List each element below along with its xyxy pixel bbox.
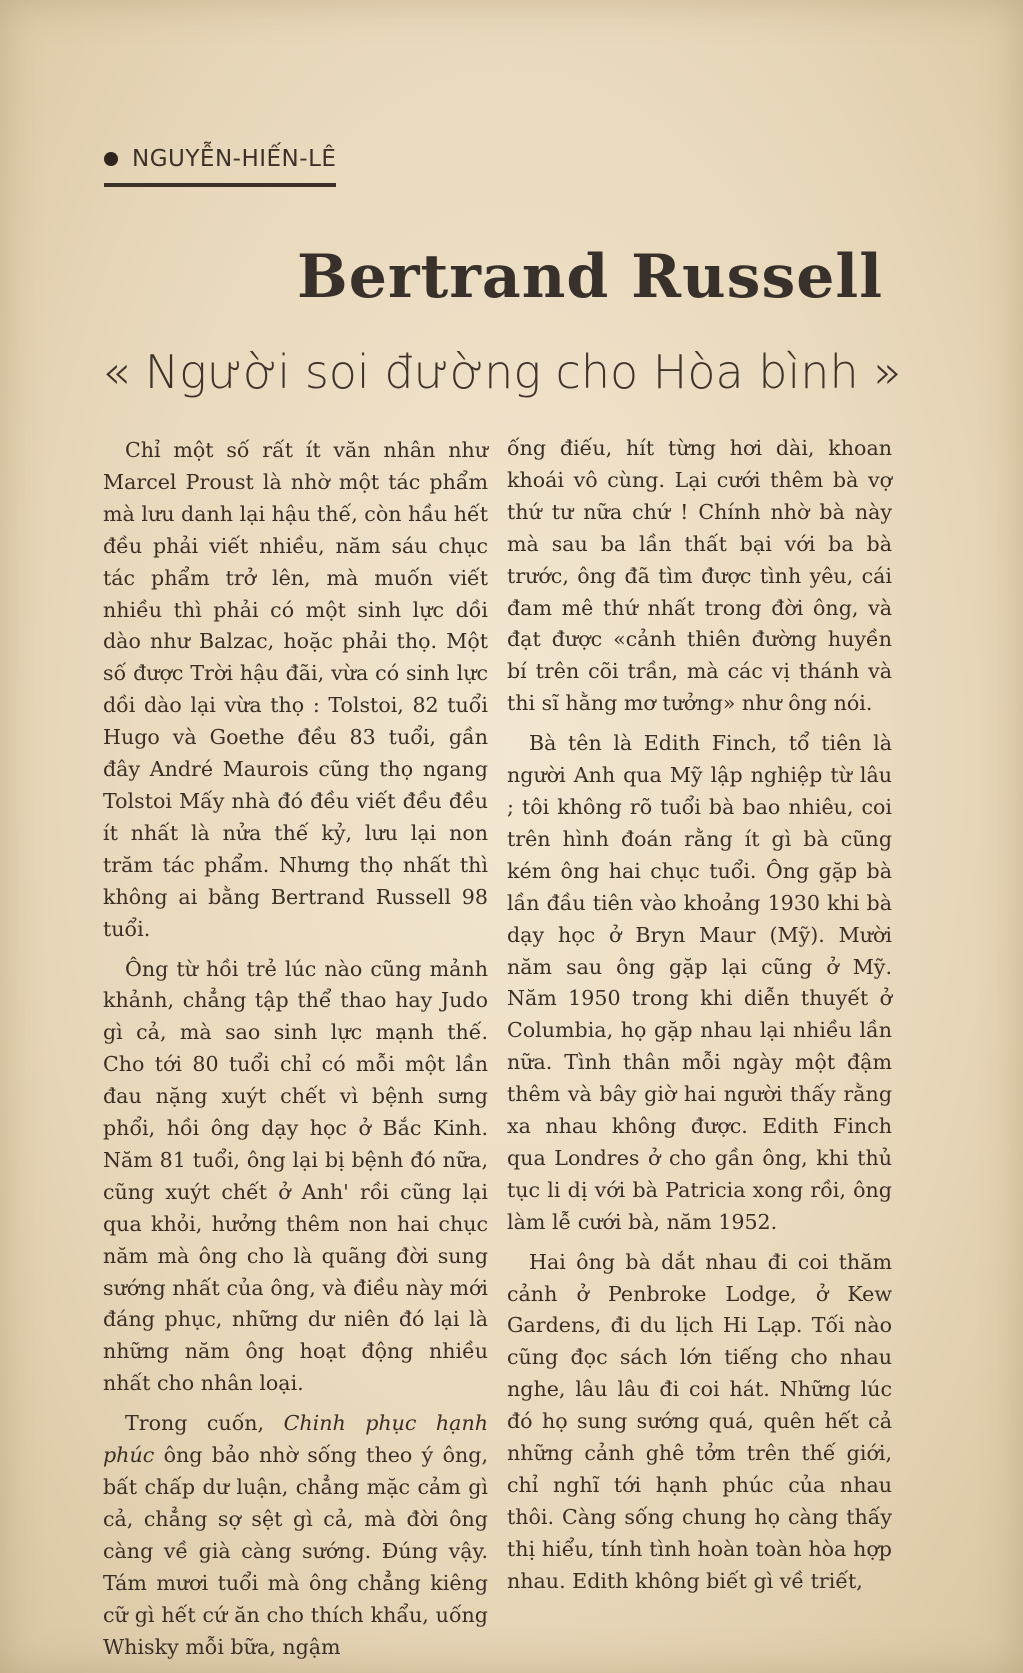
book-title: Chinh phục hạnh phúc (103, 1411, 488, 1468)
paragraph: Bà tên là Edith Finch, tổ tiên là người Anh qua Mỹ lập nghiệp từ lâu ; tôi không rõ tuổi bà bao nhiêu, coi trên hình đoán rằng ít gì bà cũng kém ông hai chục tuổi. Ông gặp bà lần đầu tiên vào khoảng 1930 khi bà dạy học ở Bryn Maur (Mỹ). Mười năm sau ông gặp lại cũng ở Mỹ. Năm 1950 trong khi diễn thuyết ở Columbia, họ gặp nhau lại nhiều lần nữa. Tình thân mỗi ngày một đậm thêm và bây giờ hai người thấy rằng xa nhau không được. Edith Finch qua Londres ở cho gần ông, khi thủ tục li dị với bà Patricia xong rồi, ông làm lễ cưới bà, năm 1952. (507, 731, 892, 1234)
article-subtitle: « Người soi đường cho Hòa bình » (102, 345, 902, 399)
right-column (507, 433, 892, 1606)
paragraph: Ông từ hồi trẻ lúc nào cũng mảnh khảnh, chẳng tập thể thao hay Judo gì cả, mà sao sinh lực mạnh thế. Cho tới 80 tuổi chỉ có mỗi một lần đau nặng xuýt chết vì bệnh sưng phổi, hồi ông dạy học ở Bắc Kinh. Năm 81 tuổi, ông lại bị bệnh đó nữa, cũng xuýt chết ở Anh' rồi cũng lại qua khỏi, hưởng thêm non hai chục năm mà ông cho là quãng đời sung sướng nhất của ông, và điều này mới đáng phục, những dư niên đó lại là những năm ông hoạt động nhiều nhất cho nhân loại. (103, 956, 488, 1396)
paragraph (103, 1408, 488, 1663)
paragraph: ống điếu, hít từng hơi dài, khoan khoái vô cùng. Lại cưới thêm bà vợ thứ tư nữa chứ ! Chính nhờ bà này mà sau ba lần thất bại với ba bà trước, ông đã tìm được tình yêu, cái đam mê thứ nhất trong đời ông, và đạt được «cảnh thiên đường huyền bí trên cõi trần, mà các vị thánh và thi sĩ hằng mơ tưởng» như ông nói. (507, 436, 892, 716)
paragraph: Hai ông bà dắt nhau đi coi thăm cảnh ở Penbroke Lodge, ở Kew Gardens, đi du lịch Hi Lạp. Tối nào cũng đọc sách lớn tiếng cho nhau nghe, lâu lâu đi coi hát. Những lúc đó họ sung sướng quá, quên hết cả những cảnh ghê tởm trên thế giới, chỉ nghĩ tới hạnh phúc của nhau thôi. Càng sống chung họ càng thấy thị hiểu, tính tình hoàn toàn hòa hợp nhau. Edith không biết gì về triết, (507, 1249, 892, 1593)
author-byline (104, 146, 336, 172)
left-column (103, 435, 488, 1671)
paragraph-text: Trong cuốn, (125, 1411, 284, 1436)
paragraph-text: ông bảo nhờ sống theo ý ông, bất chấp dư luận, chẳng mặc cảm gì cả, chẳng sợ sệt gì cả, mà đời ông càng về già càng sướng. Đúng vậy. Tám mươi tuổi mà ông chẳng kiêng cữ gì hết cứ ăn cho thích khẩu, uống Whisky mỗi bữa, ngậm (103, 1443, 488, 1659)
author-name: NGUYỄN-HIẾN-LÊ (132, 146, 337, 172)
paragraph: Chỉ một số rất ít văn nhân như Marcel Proust là nhờ một tác phẩm mà lưu danh lại hậu thế, còn hầu hết đều phải viết nhiều, năm sáu chục tác phẩm trở lên, mà muốn viết nhiều thì phải có một sinh lực dồi dào như Balzac, hoặc phải thọ. Một số được Trời hậu đãi, vừa có sinh lực dồi dào lại vừa thọ : Tolstoi, 82 tuổi Hugo và Goethe đều 83 tuổi, gần đây André Maurois cũng thọ ngang Tolstoi Mấy nhà đó đều viết đều đều ít nhất là nửa thế kỷ, lưu lại non trăm tác phẩm. Nhưng thọ nhất thì không ai bằng Bertrand Russell 98 tuổi. (103, 438, 488, 941)
author-underline (104, 183, 336, 187)
article-title: Bertrand Russell (297, 242, 883, 312)
bullet-icon (104, 152, 118, 166)
